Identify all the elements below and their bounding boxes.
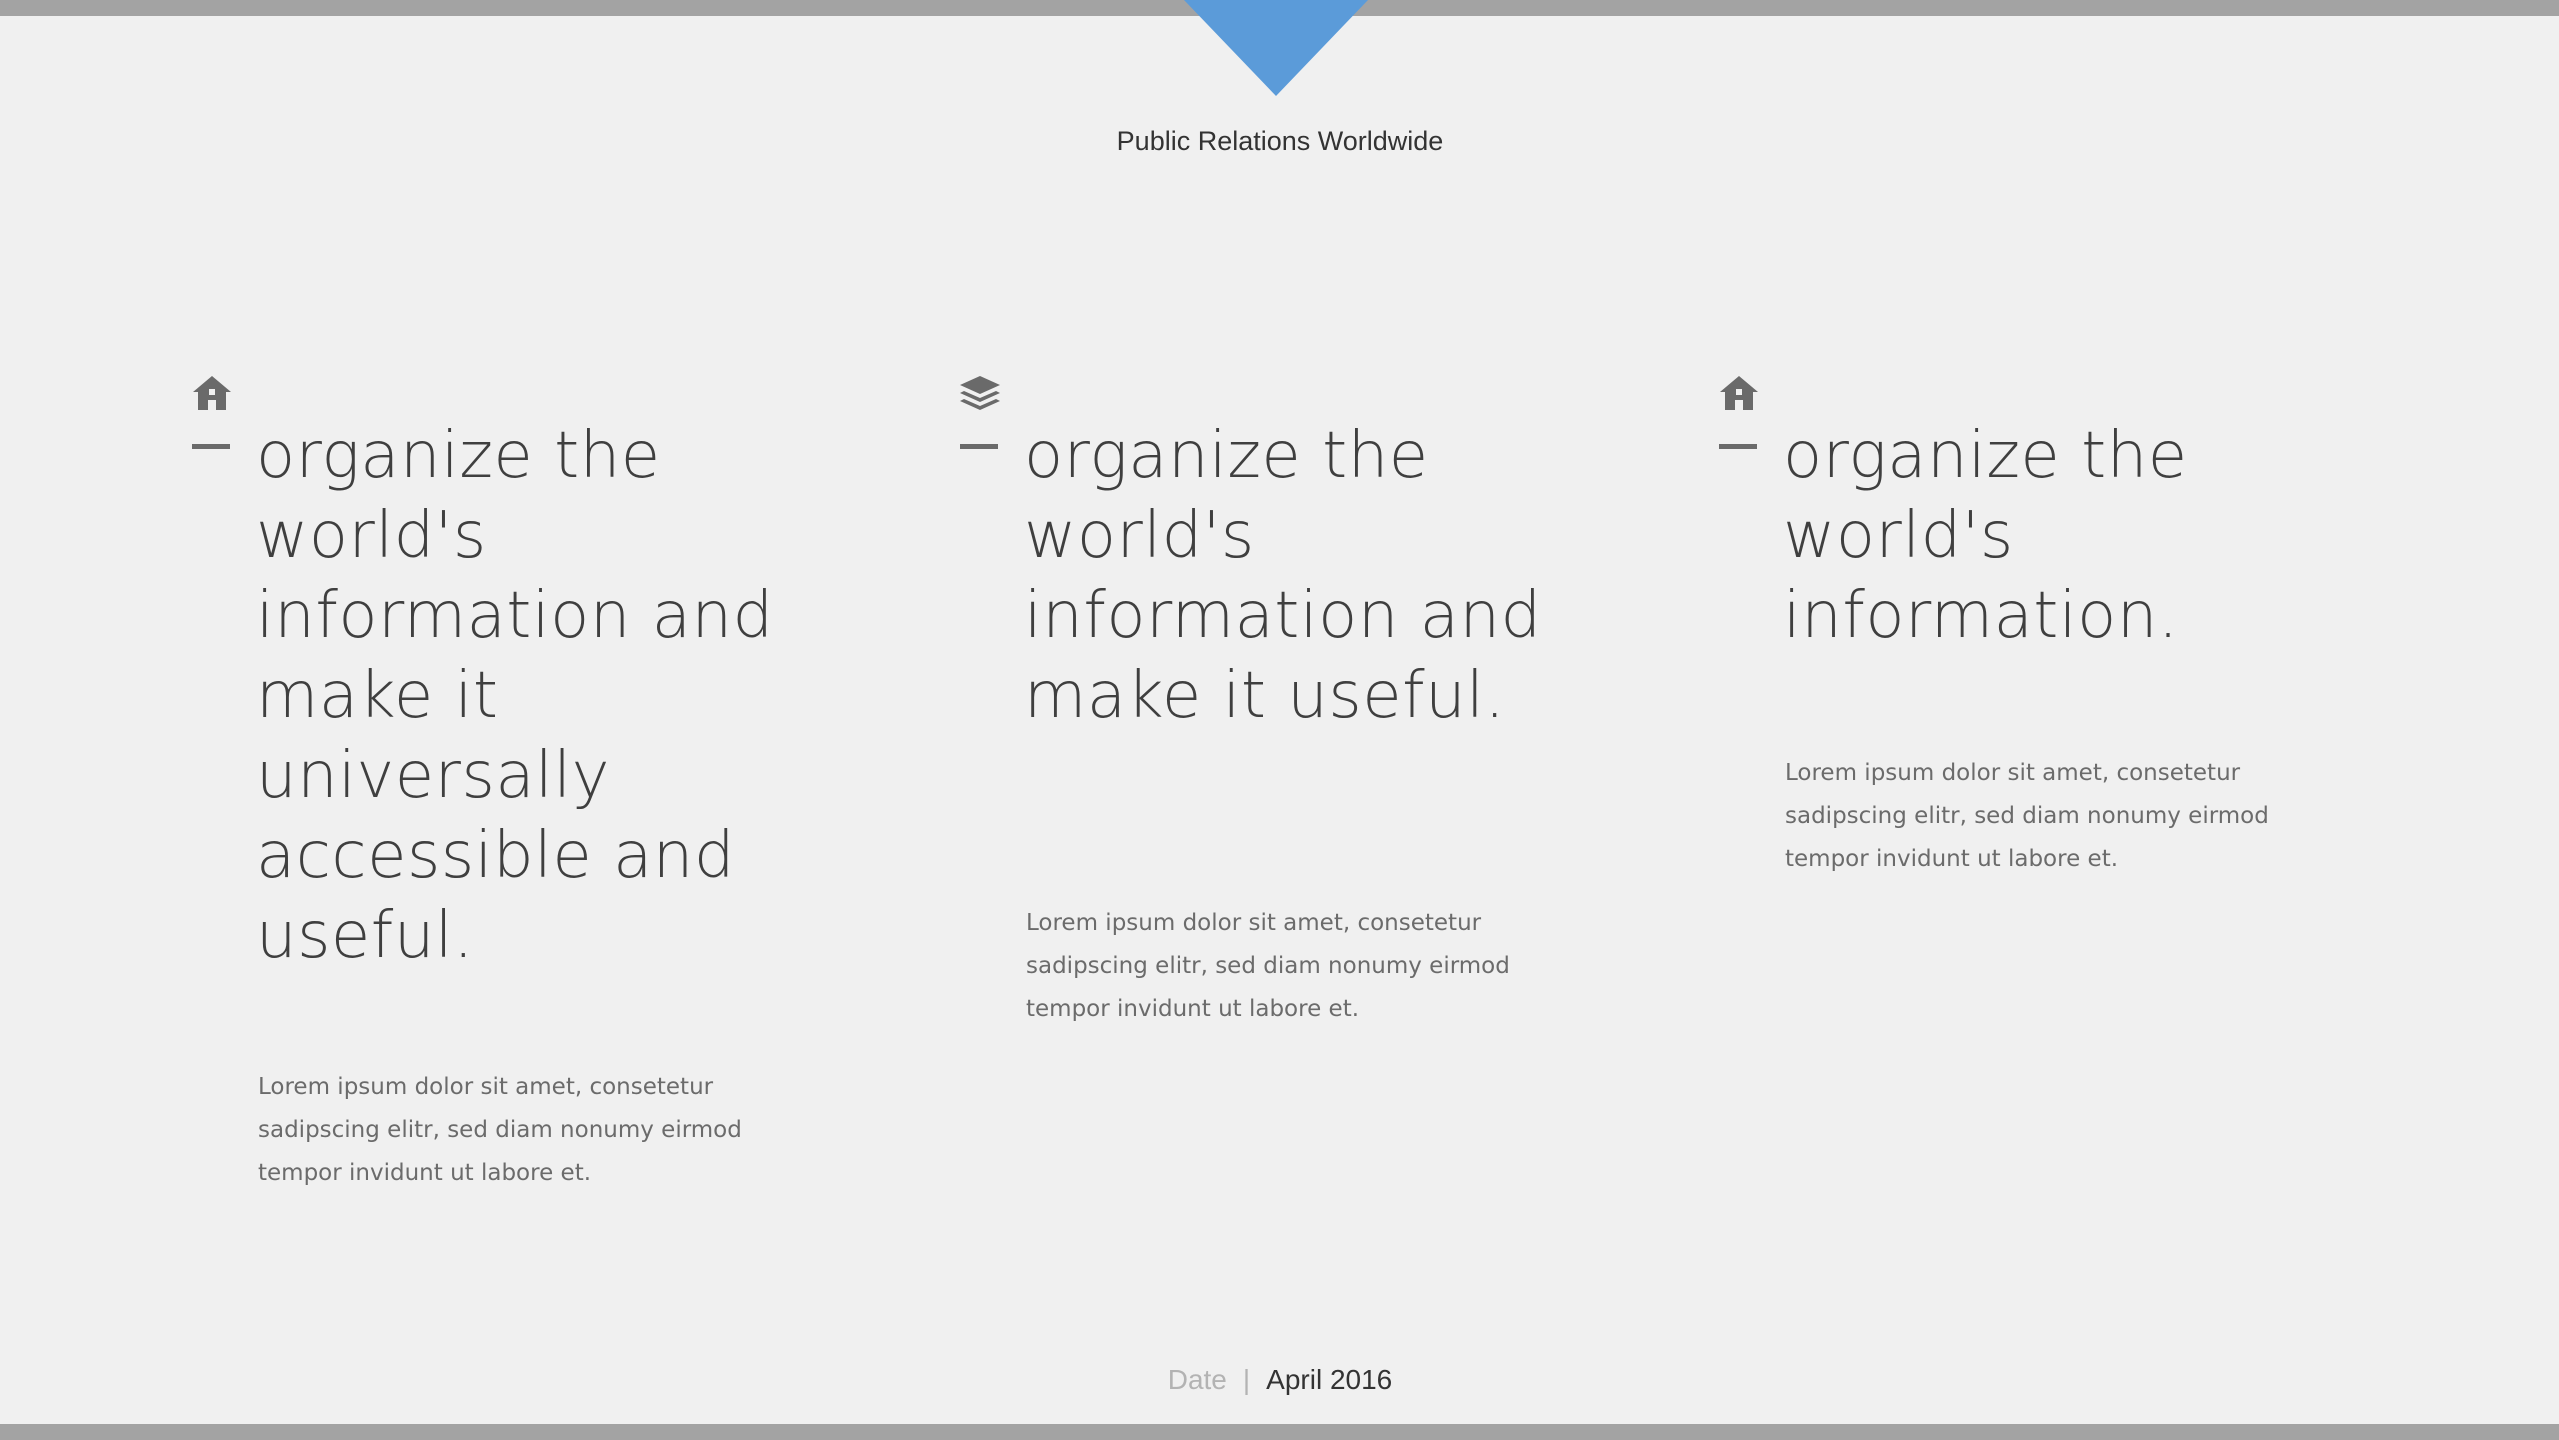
home-icon (190, 372, 234, 416)
accent-triangle (1184, 0, 1368, 96)
column-divider (1719, 444, 1757, 449)
column-body: Lorem ipsum dolor sit amet, consetetur sadipscing elitr, sed diam nonumy eirmod tempor invidunt ut labore et. (258, 1074, 742, 1186)
date-value: April 2016 (1266, 1364, 1393, 1395)
date-separator: | (1242, 1364, 1251, 1395)
date-label: Date (1167, 1364, 1227, 1395)
column-heading: organize the world's information and make it useful. (1024, 419, 1542, 733)
layers-icon (958, 372, 1002, 416)
column-heading: organize the world's information. (1783, 419, 2188, 653)
home-icon (1717, 372, 1761, 416)
footer-date (1060, 1364, 1500, 1396)
column-heading: organize the world's information and make it universally accessible and useful. (256, 419, 774, 973)
bottom-bar (0, 1424, 2559, 1440)
column-divider (960, 444, 998, 449)
column-divider (192, 444, 230, 449)
company-name: Public Relations Worldwide (1116, 126, 1444, 156)
column-body: Lorem ipsum dolor sit amet, consetetur sadipscing elitr, sed diam nonumy eirmod tempor invidunt ut labore et. (1785, 760, 2269, 872)
column-body: Lorem ipsum dolor sit amet, consetetur sadipscing elitr, sed diam nonumy eirmod tempor invidunt ut labore et. (1026, 910, 1510, 1022)
